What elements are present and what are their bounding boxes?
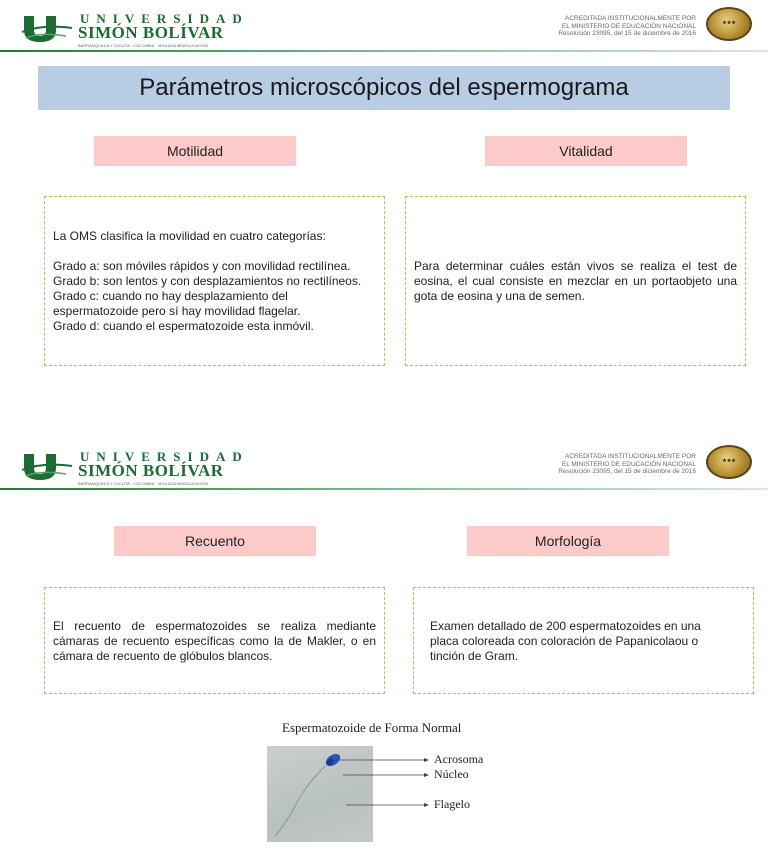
motilidad-label: Motilidad <box>94 136 296 166</box>
university-tagline: BARRANQUILLA Y CÚCUTA - COLOMBIA · VIGILADA MINEDUCACIÓN <box>78 481 209 486</box>
label-acrosoma: Acrosoma <box>434 752 484 766</box>
vitalidad-text: Para determinar cuáles están vivos se realiza el test de eosina, el cual consiste en mezclar en un portaobjeto una gota de eosina y una de semen. <box>414 259 737 303</box>
accreditation-seal-icon: ★★★ <box>706 7 752 41</box>
label-flagelo: Flagelo <box>434 797 470 811</box>
university-name: SIMÓN BOLÍVAR <box>78 23 224 42</box>
morfologia-text: Examen detallado de 200 espermatozoides en una placa coloreada con coloración de Papanicolaou o tinción de Gram. <box>430 619 701 663</box>
accreditation-text: ACREDITADA INSTITUCIONALMENTE POR EL MINISTERIO DE EDUCACIÓN NACIONAL Resolución 23095, del 15 de diciembre de 2016 <box>558 453 696 475</box>
morfologia-label: Morfología <box>467 526 669 556</box>
recuento-text: El recuento de espermatozoides se realiza mediante cámaras de recuento específicas como la de Makler, o en cámara de recuento de glóbulos blancos. <box>53 619 376 663</box>
accreditation-text: ACREDITADA INSTITUCIONALMENTE POR EL MINISTERIO DE EDUCACIÓN NACIONAL Resolución 23095, del 15 de diciembre de 2016 <box>558 15 696 37</box>
slide-title: Parámetros microscópicos del espermograma <box>139 74 629 101</box>
university-word: UNIVERSIDAD <box>80 449 249 464</box>
vitalidad-label: Vitalidad <box>485 136 687 166</box>
label-nucleo: Núcleo <box>434 767 469 781</box>
university-word: UNIVERSIDAD <box>80 11 249 26</box>
university-name: SIMÓN BOLÍVAR <box>78 461 224 480</box>
accreditation-seal-icon: ★★★ <box>706 445 752 479</box>
university-tagline: BARRANQUILLA Y CÚCUTA - COLOMBIA · VIGILADA MINEDUCACIÓN <box>78 43 209 48</box>
motilidad-text: La OMS clasifica la movilidad en cuatro categorías: Grado a: son móviles rápidos y con movilidad rectilínea. Grado b: son lentos y con desplazamientos no rectilíneos. Grado c: cuando no hay desplazamiento del espermatozoide pero sí hay movilidad flagelar. Grado d: cuando el espermatozoide esta inmóvil. <box>53 229 362 333</box>
figure-caption: Espermatozoide de Forma Normal <box>282 720 462 735</box>
recuento-label: Recuento <box>114 526 316 556</box>
